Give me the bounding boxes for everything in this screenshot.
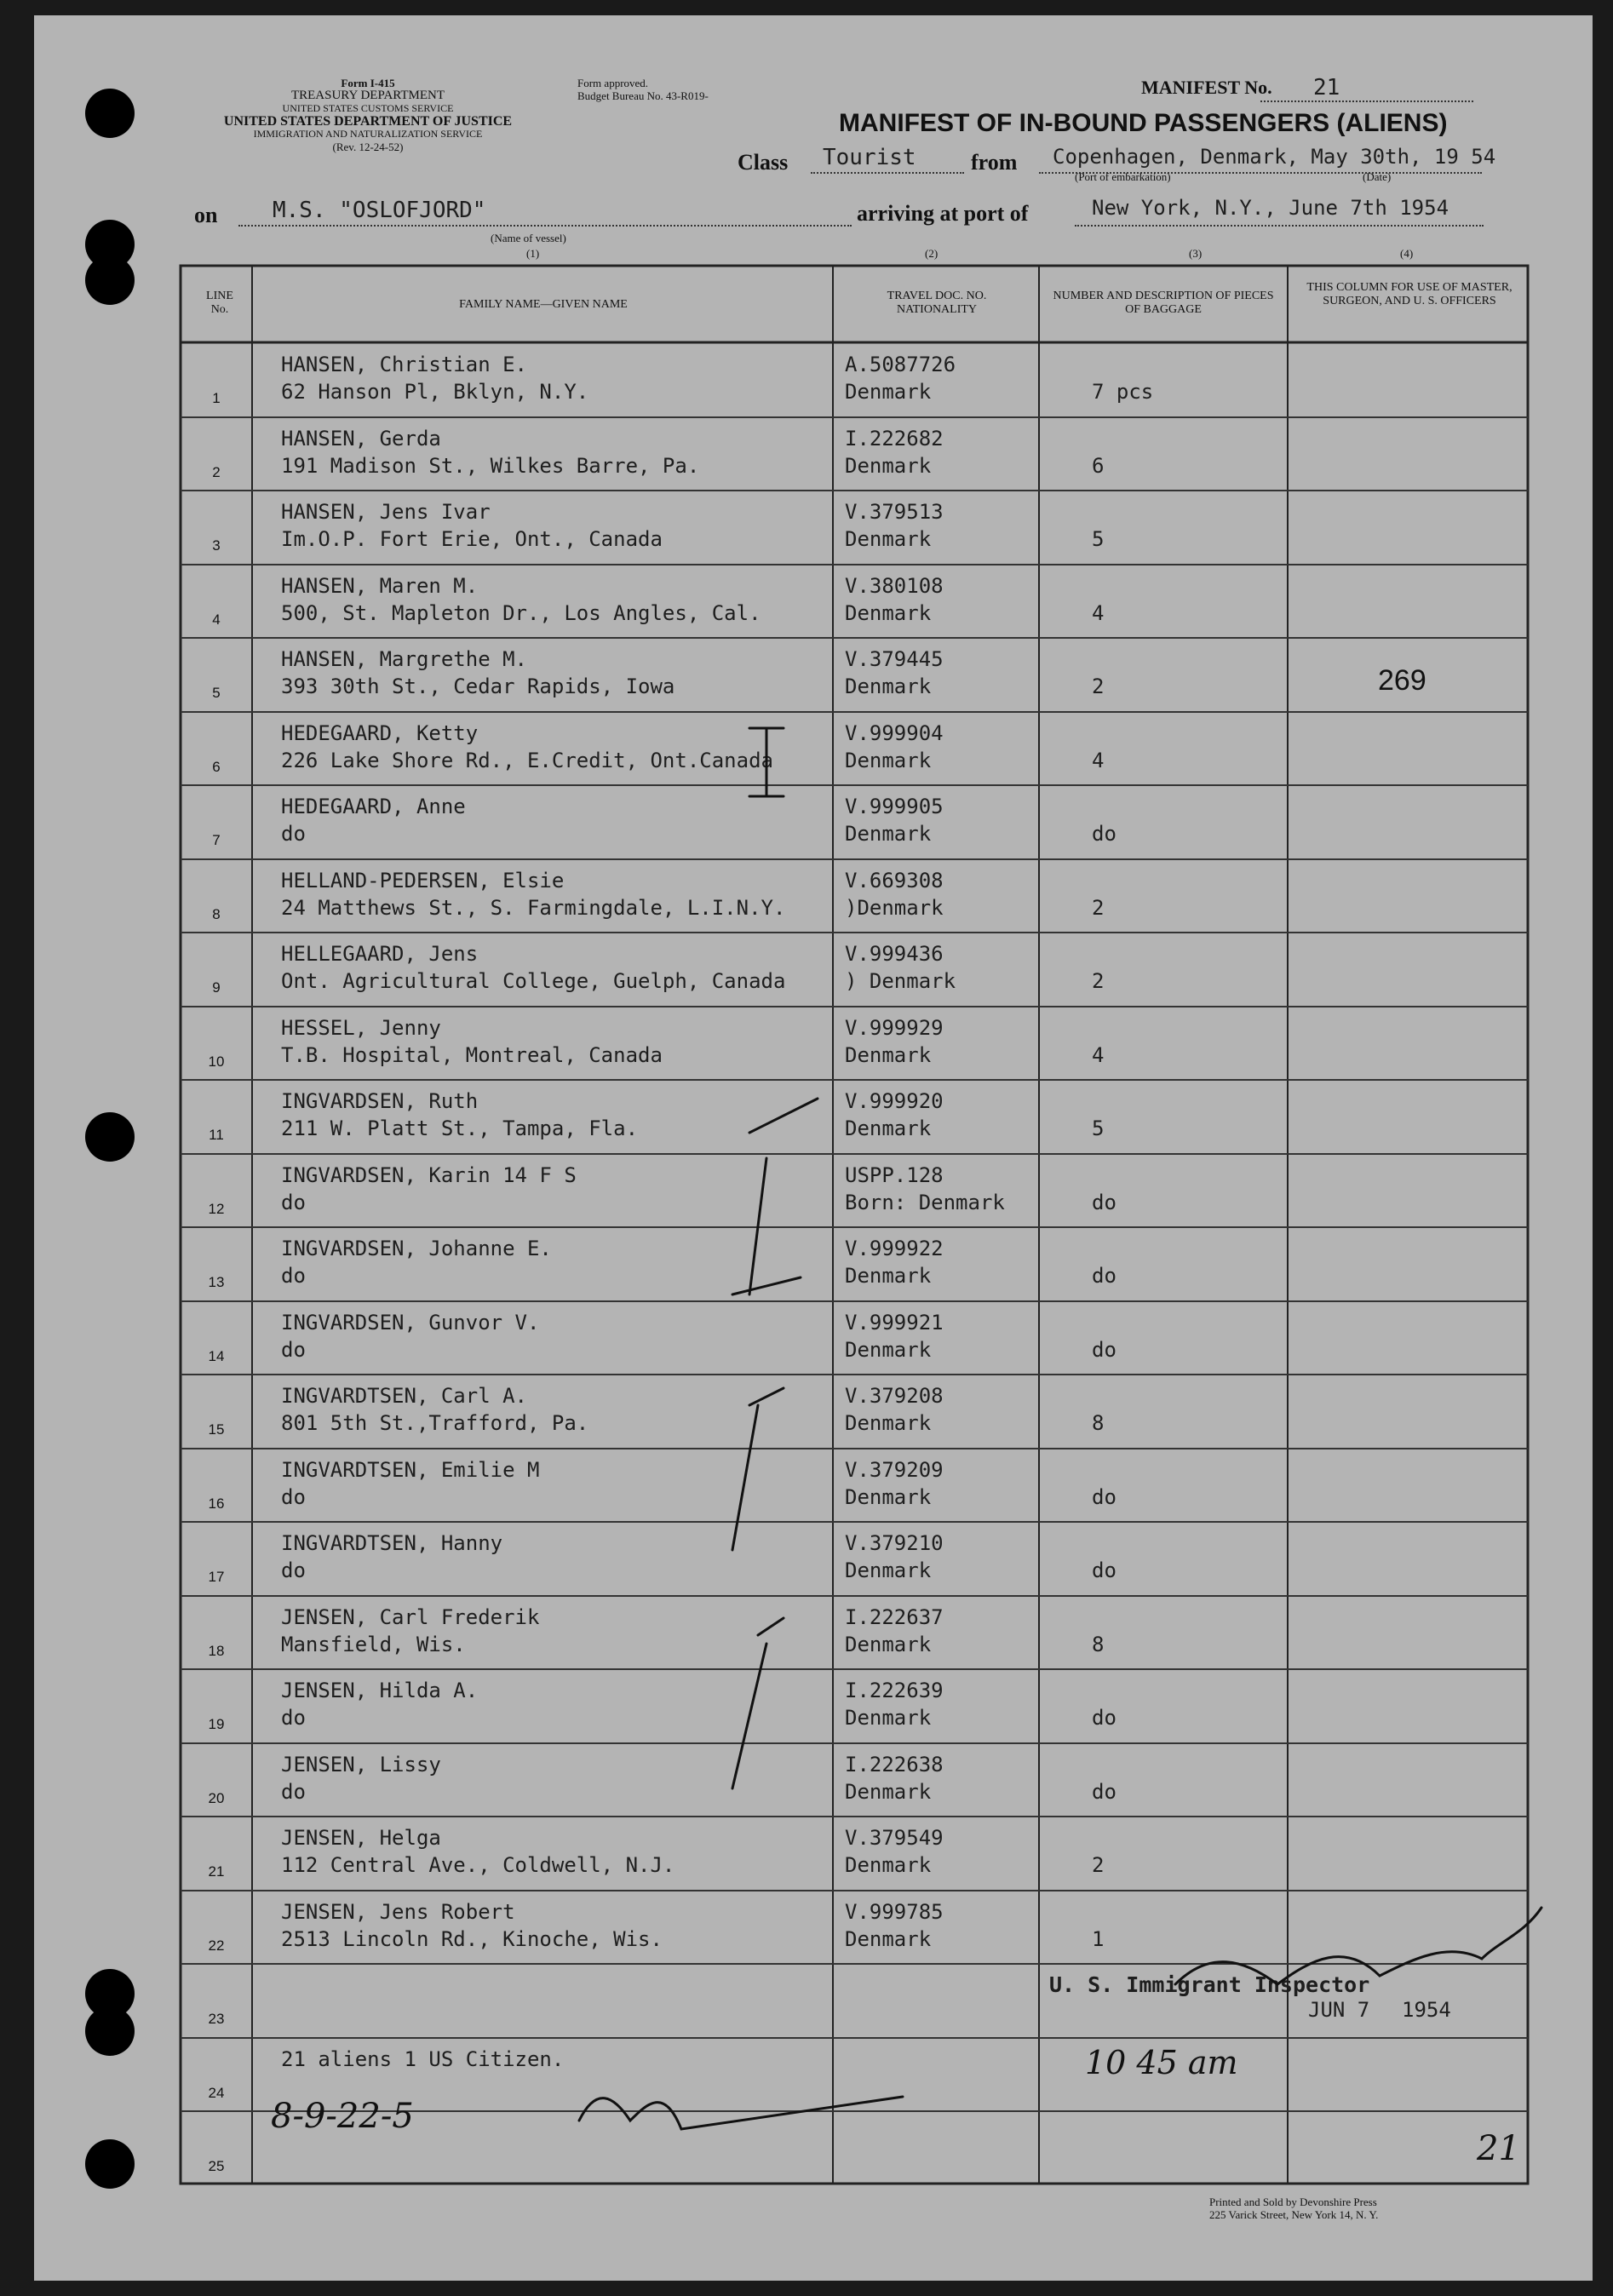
nationality: )Denmark — [845, 895, 944, 920]
treasury-label: TREASURY DEPARTMENT — [290, 89, 445, 102]
passenger-name: HEDEGAARD, Ketty — [281, 720, 479, 745]
passenger-address: 211 W. Platt St., Tampa, Fla. — [281, 1116, 639, 1140]
baggage-count: do — [1092, 1484, 1116, 1509]
passenger-address: Mansfield, Wis. — [281, 1632, 466, 1656]
from-label: from — [971, 150, 1018, 175]
passenger-name: INGVARDSEN, Karin 14 F S — [281, 1162, 577, 1187]
line-number: 24 — [208, 2084, 225, 2101]
travel-doc-number: V.379549 — [845, 1826, 944, 1850]
customs-label: UNITED STATES CUSTOMS SERVICE — [282, 102, 454, 114]
line-number: 9 — [212, 979, 221, 996]
travel-doc-number: V.380108 — [845, 573, 944, 598]
nationality: Denmark — [845, 1632, 932, 1656]
approved-label: Form approved. — [577, 77, 649, 89]
nationality: Denmark — [845, 748, 932, 772]
baggage-count: 8 — [1092, 1632, 1105, 1656]
passenger-name: JENSEN, Carl Frederik — [281, 1604, 540, 1629]
travel-doc-number: V.999904 — [845, 720, 944, 745]
passenger-name: INGVARDSEN, Ruth — [281, 1089, 479, 1113]
line-number: 14 — [208, 1347, 225, 1364]
column-header-line-no: LINE No. — [206, 290, 233, 316]
line-number: 21 — [208, 1863, 225, 1880]
line-number: 17 — [208, 1569, 225, 1585]
passenger-name: 21 aliens 1 US Citizen. — [281, 2046, 565, 2071]
column-index-1: (1) — [526, 247, 540, 260]
arrival-value: New York, N.Y., June 7th 1954 — [1092, 196, 1449, 220]
form-number: Form I-415 — [341, 77, 395, 89]
nationality: ) Denmark — [845, 969, 956, 993]
vessel-name: M.S. "OSLOFJORD" — [273, 198, 486, 223]
printer-name: Printed and Sold by Devonshire Press — [1209, 2196, 1377, 2208]
line-number: 1 — [212, 390, 221, 406]
manifest-no-value: 21 — [1313, 75, 1340, 100]
baggage-count: do — [1092, 1779, 1116, 1804]
travel-doc-number: V.379513 — [845, 500, 944, 524]
baggage-count: 4 — [1092, 748, 1105, 772]
passenger-address: do — [281, 1484, 306, 1509]
baggage-count: do — [1092, 1558, 1116, 1582]
nationality: Denmark — [845, 1853, 932, 1877]
printer-footer — [1209, 2196, 1378, 2221]
inspector-stamp-year: 1954 — [1402, 1998, 1451, 2022]
from-value: Copenhagen, Denmark, May 30th, 19 54 — [1053, 145, 1496, 169]
justice-label: UNITED STATES DEPARTMENT OF JUSTICE — [223, 114, 513, 129]
passenger-name: HELLAND-PEDERSEN, Elsie — [281, 868, 565, 893]
baggage-count: 2 — [1092, 969, 1105, 993]
nationality: Denmark — [845, 380, 932, 404]
passenger-address: 500, St. Mapleton Dr., Los Angles, Cal. — [281, 600, 761, 625]
line-number: 23 — [208, 2011, 225, 2027]
travel-doc-number: V.669308 — [845, 868, 944, 893]
passenger-address: 62 Hanson Pl, Bklyn, N.Y. — [281, 380, 589, 404]
line-number: 8 — [212, 905, 221, 922]
nationality: Denmark — [845, 600, 932, 625]
line-number: 2 — [212, 463, 221, 480]
passenger-name: INGVARDTSEN, Carl A. — [281, 1384, 527, 1408]
baggage-count: do — [1092, 822, 1116, 846]
passenger-address: do — [281, 1190, 306, 1214]
rev-label: (Rev. 12-24-52) — [332, 141, 404, 153]
passenger-address: do — [281, 822, 306, 846]
passenger-name: HANSEN, Christian E. — [281, 353, 527, 376]
line-number: 20 — [208, 1789, 225, 1806]
passenger-address: do — [281, 1264, 306, 1288]
nationality: Denmark — [845, 674, 932, 698]
nationality: Born: Denmark — [845, 1190, 1005, 1214]
travel-doc-number: I.222638 — [845, 1752, 944, 1777]
handwritten-note: 8-9-22-5 — [271, 2097, 414, 2136]
line-number: 15 — [208, 1421, 225, 1438]
passenger-address: do — [281, 1337, 306, 1362]
nationality: Denmark — [845, 1411, 932, 1435]
column-index-4: (4) — [1400, 247, 1414, 260]
passenger-name: HANSEN, Gerda — [281, 426, 441, 451]
travel-doc-number: V.999905 — [845, 795, 944, 818]
column-index-2: (2) — [925, 247, 939, 260]
column-header-officers: THIS COLUMN FOR USE OF MASTER, SURGEON, AND U. S. OFFICERS — [1306, 281, 1513, 307]
port-embark-caption: (Port of embarkation) — [1075, 170, 1171, 183]
line-number: 12 — [208, 1200, 225, 1217]
column-header-baggage: NUMBER AND DESCRIPTION OF PIECES OF BAGGAGE — [1053, 290, 1274, 316]
nationality: Denmark — [845, 1779, 932, 1804]
budget-label: Budget Bureau No. 43-R019- — [577, 89, 709, 102]
baggage-count: 2 — [1092, 674, 1105, 698]
nationality: Denmark — [845, 1484, 932, 1509]
passenger-address: 191 Madison St., Wilkes Barre, Pa. — [281, 453, 700, 478]
baggage-count: 7 pcs — [1092, 380, 1154, 404]
baggage-count: do — [1092, 1190, 1116, 1214]
passenger-address: 393 30th St., Cedar Rapids, Iowa — [281, 674, 675, 698]
passenger-name: INGVARDTSEN, Hanny — [281, 1531, 503, 1555]
passenger-address: 801 5th St.,Trafford, Pa. — [281, 1411, 589, 1435]
nationality: Denmark — [845, 453, 932, 478]
passenger-name: JENSEN, Hilda A. — [281, 1679, 479, 1702]
travel-doc-number: V.999920 — [845, 1089, 944, 1113]
line-number: 11 — [209, 1127, 224, 1143]
travel-doc-number: A.5087726 — [845, 353, 956, 376]
passenger-address: 24 Matthews St., S. Farmingdale, L.I.N.Y. — [281, 895, 786, 920]
line-number: 16 — [208, 1495, 225, 1512]
vessel-caption: (Name of vessel) — [491, 232, 566, 244]
passenger-address: 112 Central Ave., Coldwell, N.J. — [281, 1853, 675, 1877]
line-number: 7 — [212, 832, 221, 848]
baggage-count: 2 — [1092, 1853, 1105, 1877]
line-number: 5 — [212, 685, 221, 701]
class-value: Tourist — [823, 145, 916, 170]
officer-number: 269 — [1378, 664, 1426, 697]
passenger-name: HANSEN, Margrethe M. — [281, 647, 527, 671]
passenger-address: T.B. Hospital, Montreal, Canada — [281, 1042, 663, 1067]
passenger-address: do — [281, 1779, 306, 1804]
passenger-name: INGVARDSEN, Johanne E. — [281, 1237, 552, 1260]
date-caption: (Date) — [1363, 170, 1392, 183]
passenger-name: INGVARDSEN, Gunvor V. — [281, 1310, 540, 1335]
baggage-count: 1 — [1092, 1926, 1105, 1951]
line-number: 19 — [208, 1716, 225, 1732]
travel-doc-number: V.999921 — [845, 1310, 944, 1335]
travel-doc-number: I.222682 — [845, 426, 944, 451]
travel-doc-number: V.999785 — [845, 1899, 944, 1924]
passenger-address: Im.O.P. Fort Erie, Ont., Canada — [281, 527, 663, 551]
passenger-name: HEDEGAARD, Anne — [281, 795, 466, 818]
travel-doc-number: I.222639 — [845, 1679, 944, 1702]
line-number: 6 — [212, 758, 221, 775]
baggage-count: 5 — [1092, 1116, 1105, 1140]
line-number: 4 — [212, 611, 221, 628]
inspector-stamp-title: U. S. Immigrant Inspector — [1049, 1972, 1370, 1997]
travel-doc-number: V.379209 — [845, 1457, 944, 1482]
passenger-address: do — [281, 1706, 306, 1730]
baggage-count: 4 — [1092, 600, 1105, 625]
travel-doc-number: V.379208 — [845, 1384, 944, 1408]
column-header-travel-doc: TRAVEL DOC. NO. NATIONALITY — [887, 290, 987, 316]
class-label: Class — [738, 150, 789, 175]
arriving-label: arriving at port of — [857, 201, 1029, 226]
passenger-name: JENSEN, Lissy — [281, 1752, 441, 1777]
nationality: Denmark — [845, 1558, 932, 1582]
manifest-title: MANIFEST OF IN-BOUND PASSENGERS (ALIENS) — [839, 109, 1448, 137]
passenger-name: INGVARDTSEN, Emilie M — [281, 1457, 540, 1482]
travel-doc-number: V.999436 — [845, 942, 944, 966]
nationality: Denmark — [845, 1706, 932, 1730]
passenger-address: do — [281, 1558, 306, 1582]
nationality: Denmark — [845, 1337, 932, 1362]
travel-doc-number: V.999929 — [845, 1015, 944, 1040]
baggage-count: 8 — [1092, 1411, 1105, 1435]
baggage-count: 5 — [1092, 527, 1105, 551]
on-label: on — [194, 203, 218, 227]
nationality: Denmark — [845, 1042, 932, 1067]
line-number: 13 — [208, 1274, 225, 1290]
nationality: Denmark — [845, 1926, 932, 1951]
nationality: Denmark — [845, 527, 932, 551]
column-index-3: (3) — [1189, 247, 1203, 260]
baggage-count: do — [1092, 1706, 1116, 1730]
passenger-address: Ont. Agricultural College, Guelph, Canada — [281, 969, 786, 993]
passenger-name: HESSEL, Jenny — [281, 1015, 441, 1040]
line-number: 18 — [208, 1642, 225, 1659]
passenger-name: HANSEN, Jens Ivar — [281, 500, 491, 524]
ins-label: IMMIGRATION AND NATURALIZATION SERVICE — [253, 128, 483, 140]
line-number: 3 — [212, 537, 221, 554]
column-header-name: FAMILY NAME—GIVEN NAME — [459, 298, 628, 311]
manifest-no-label: MANIFEST No. — [1141, 77, 1272, 98]
baggage-count: 6 — [1092, 453, 1105, 478]
passenger-name: JENSEN, Jens Robert — [281, 1899, 515, 1924]
nationality: Denmark — [845, 822, 932, 846]
line-number: 25 — [208, 2158, 225, 2174]
passenger-name: JENSEN, Helga — [281, 1826, 441, 1850]
baggage-count: do — [1092, 1264, 1116, 1288]
printer-address: 225 Varick Street, New York 14, N. Y. — [1209, 2208, 1379, 2221]
handwritten-page-number: 21 — [1477, 2129, 1520, 2168]
baggage-count: 4 — [1092, 1042, 1105, 1067]
passenger-name: HELLEGAARD, Jens — [281, 942, 479, 966]
baggage-count: do — [1092, 1337, 1116, 1362]
passenger-address: 2513 Lincoln Rd., Kinoche, Wis. — [281, 1926, 663, 1951]
line-number: 10 — [208, 1053, 225, 1070]
travel-doc-number: I.222637 — [845, 1604, 944, 1629]
passenger-address: 226 Lake Shore Rd., E.Credit, Ont.Canada — [281, 748, 773, 772]
handwritten-time: 10 45 am — [1085, 2044, 1238, 2081]
nationality: Denmark — [845, 1264, 932, 1288]
travel-doc-number: V.379445 — [845, 647, 944, 671]
inspector-stamp-month: JUN 7 — [1308, 1998, 1370, 2022]
travel-doc-number: USPP.128 — [845, 1162, 944, 1187]
baggage-count: 2 — [1092, 895, 1105, 920]
passenger-name: HANSEN, Maren M. — [281, 573, 479, 598]
travel-doc-number: V.999922 — [845, 1237, 944, 1260]
nationality: Denmark — [845, 1116, 932, 1140]
travel-doc-number: V.379210 — [845, 1531, 944, 1555]
line-number: 22 — [208, 1937, 225, 1954]
